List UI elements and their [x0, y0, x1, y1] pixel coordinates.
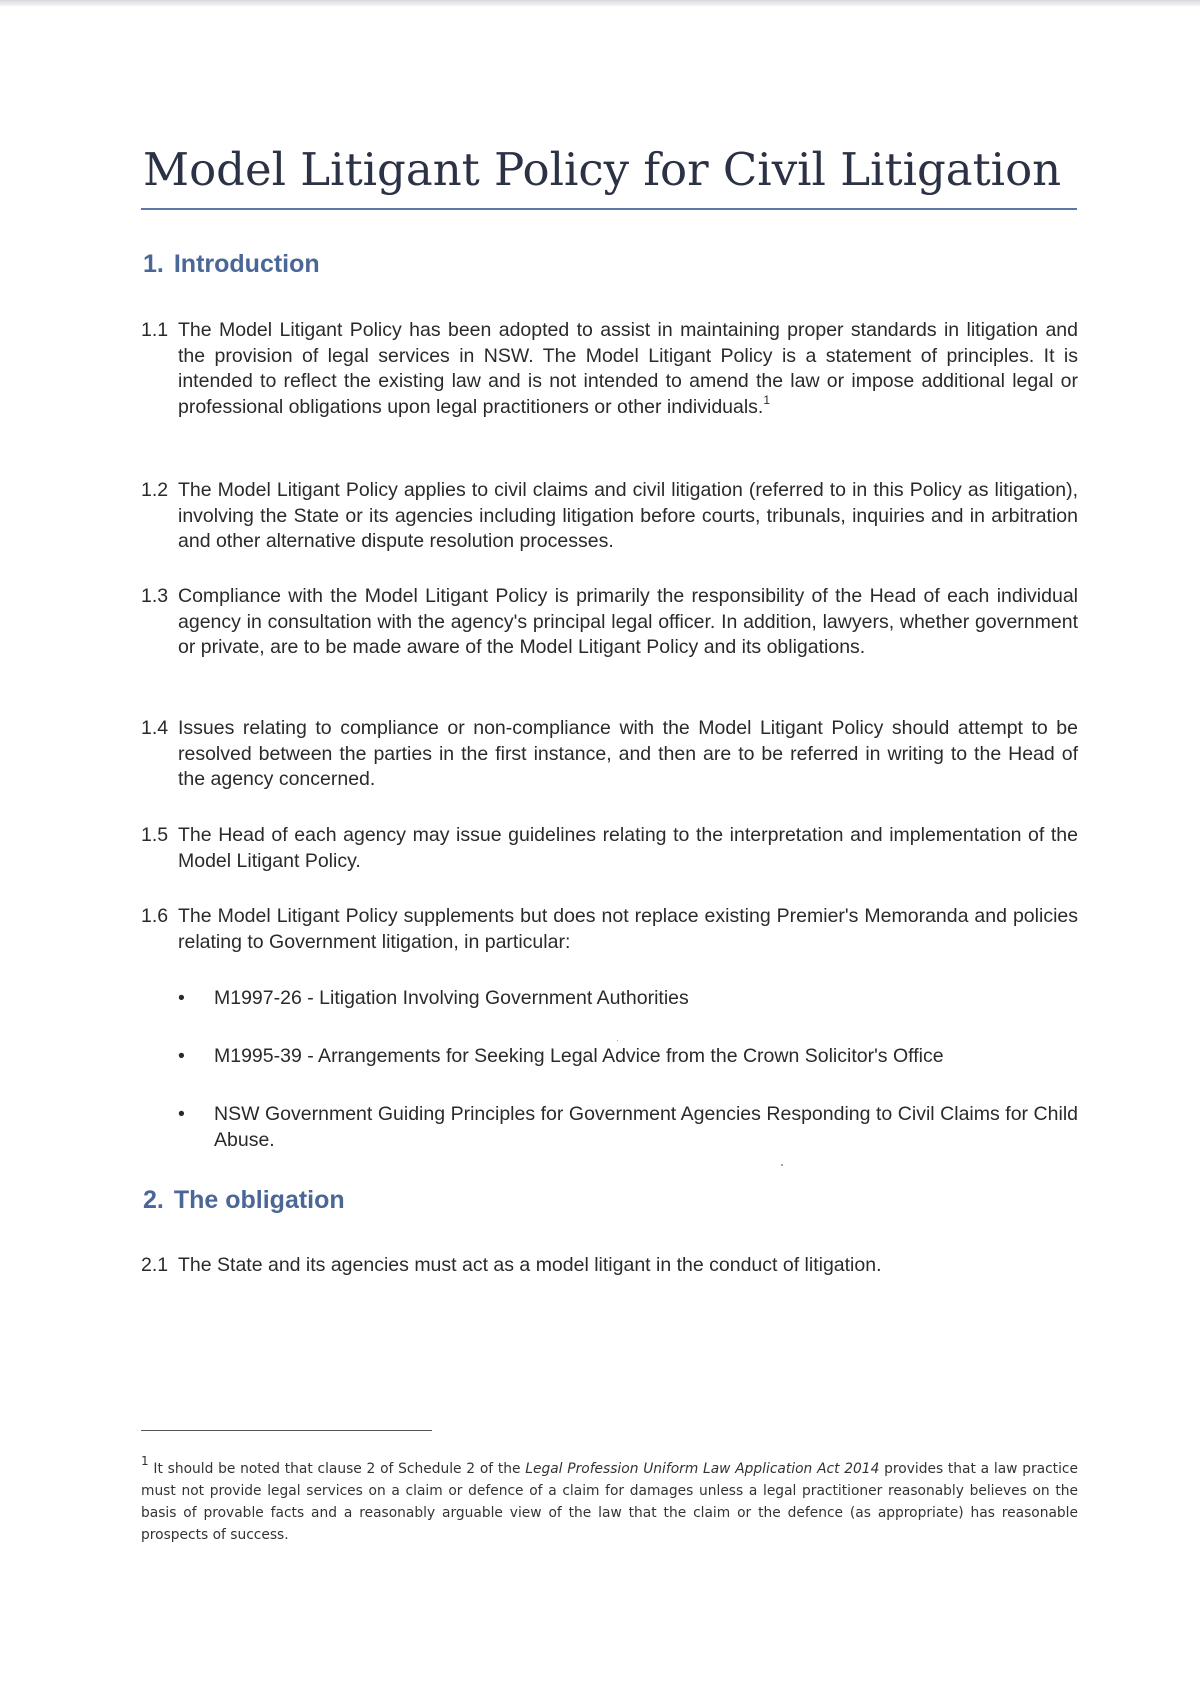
footnote-separator: [141, 1430, 432, 1431]
bullet-icon: •: [178, 1045, 185, 1067]
paragraph-2-1: [141, 1253, 1078, 1279]
footnote-text-after: provides that a law practice must not provide legal services on a claim or defence of a claim for damages unless a legal practitioner reasonably believes on the basis of provable facts and a reasonably arguable view of the law that the claim or the defence (as appropriate) has reasonable prospects of success.: [141, 1461, 1078, 1543]
section-title: Introduction: [173, 250, 320, 278]
footnote: [141, 1454, 1078, 1546]
paragraph-1-2: [141, 478, 1078, 555]
section-number: 1.: [143, 250, 164, 278]
paragraph-text: The Model Litigant Policy applies to civil claims and civil litigation (referred to in this Policy as litigation), involving the State or its agencies including litigation before courts, tribunals, inquiries and in arbitration and other alternative dispute resolution processes.: [178, 479, 1078, 553]
list-item: [178, 986, 1078, 1012]
list-item: [178, 1044, 1078, 1070]
paragraph-text: The Model Litigant Policy supplements but does not replace existing Premier's Memoranda and policies relating to Government litigation, in particular:: [178, 905, 1078, 953]
list-item-text: M1995-39 - Arrangements for Seeking Legal Advice from the Crown Solicitor's Office: [214, 1045, 944, 1067]
scan-speck: [617, 1040, 618, 1041]
paragraph-number: 1.1: [141, 319, 169, 341]
paragraph-body: The Model Litigant Policy has been adopted to assist in maintaining proper standards in litigation and the provision of legal services in NSW. The Model Litigant Policy is a statement of principles. It is intended to reflect the existing law and is not intended to amend the law or impose additional legal or professional obligations upon legal practitioners or other individuals.: [178, 319, 1078, 419]
section-number: 2.: [143, 1186, 164, 1214]
section-title: The obligation: [173, 1186, 345, 1214]
list-item: [178, 1102, 1078, 1153]
paragraph-1-5: [141, 823, 1078, 874]
scan-edge: [0, 0, 1200, 6]
scan-speck: [781, 1164, 783, 1166]
paragraph-1-3: [141, 584, 1078, 661]
paragraph-number: 2.1: [141, 1254, 169, 1276]
paragraph-1-6: [141, 904, 1078, 955]
paragraph-text: Issues relating to compliance or non-compliance with the Model Litigant Policy should attempt to be resolved between the parties in the first instance, and then are to be referred in writing to the Head of the agency concerned.: [178, 717, 1078, 791]
paragraph-number: 1.5: [141, 824, 169, 846]
list-item-text: M1997-26 - Litigation Involving Government Authorities: [214, 987, 689, 1009]
paragraph-number: 1.3: [141, 585, 169, 607]
footnote-reference[interactable]: 1: [763, 392, 771, 407]
paragraph-number: 1.2: [141, 479, 169, 501]
paragraph-number: 1.4: [141, 717, 169, 739]
paragraph-1-1: [141, 318, 1078, 421]
paragraph-text: [178, 318, 1078, 421]
paragraph-1-4: [141, 716, 1078, 793]
bullet-icon: •: [178, 987, 185, 1009]
footnote-mark: 1: [141, 1454, 149, 1469]
paragraph-text: The Head of each agency may issue guidelines relating to the interpretation and implementation of the Model Litigant Policy.: [178, 824, 1078, 872]
page-title: Model Litigant Policy for Civil Litigation: [143, 143, 1062, 196]
bullet-icon: •: [178, 1103, 185, 1125]
section-heading-introduction: [143, 250, 320, 279]
footnote-act-title: Legal Profession Uniform Law Application Act 2014: [525, 1461, 880, 1477]
section-heading-obligation: [143, 1186, 345, 1215]
paragraph-text: The State and its agencies must act as a model litigant in the conduct of litigation.: [178, 1254, 882, 1276]
paragraph-number: 1.6: [141, 905, 169, 927]
title-underline: [141, 208, 1077, 210]
paragraph-text: Compliance with the Model Litigant Policy is primarily the responsibility of the Head of each individual agency in consultation with the agency's principal legal officer. In addition, lawyers, whether government or private, are to be made aware of the Model Litigant Policy and its obligations.: [178, 585, 1078, 659]
list-item-text: NSW Government Guiding Principles for Government Agencies Responding to Civil Claims for Child Abuse.: [214, 1103, 1078, 1151]
footnote-text-before: It should be noted that clause 2 of Schedule 2 of the: [153, 1461, 526, 1477]
